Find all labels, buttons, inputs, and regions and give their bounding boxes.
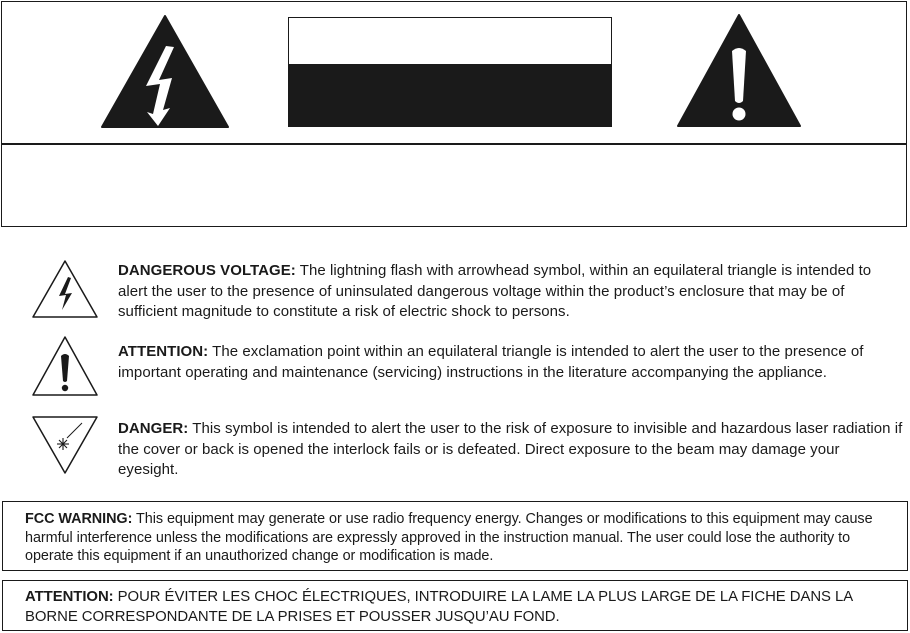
symbol-description: The exclamation point within an equilateral triangle is intended to alert the user to the presence of important operating and maintenance (servicing) instructions in the literature accompanying the appliance. <box>118 343 864 381</box>
symbol-description: This symbol is intended to alert the user to the risk of exposure to invisible and hazardous laser radiation if the cover or back is opened the interlock fails or is defeated. Direct exposure to the beam may damage your eyesight. <box>118 420 903 478</box>
symbol-title: ATTENTION: <box>118 343 209 360</box>
attention-french-text: POUR ÉVITER LES CHOC ÉLECTRIQUES, INTRODUIRE LA LAME LA PLUS LARGE DE LA FICHE DANS LA BORNE CORRESPONDANTE DE LA PRISES ET POUSSER JUSQU’AU FOND. <box>25 589 853 625</box>
attention-french-box <box>2 580 908 631</box>
caution-panel-divider <box>1 143 907 145</box>
symbol-entry-dangerous-voltage <box>118 261 903 323</box>
lightning-bolt-triangle-icon <box>100 14 230 129</box>
exclamation-triangle-icon <box>30 334 100 398</box>
fcc-warning-box <box>2 501 908 571</box>
attention-french-title: ATTENTION: <box>25 589 114 605</box>
symbol-description: The lightning flash with arrowhead symbol, within an equilateral triangle is intended to alert the user to the presence of uninsulated dangerous voltage within the product’s enclosure that may be of sufficient magnitude to constitute a risk of electric shock to persons. <box>118 262 872 320</box>
exclamation-triangle-icon <box>676 13 802 128</box>
laser-radiation-triangle-icon <box>30 413 100 477</box>
fcc-warning-title: FCC WARNING: <box>25 511 133 527</box>
fcc-warning-text: This equipment may generate or use radio frequency energy. Changes or modifications to this equipment may cause harmful interference unless the modifications are expressly approved in the instruction manual. The user could lose the authority to operate this equipment if an unauthorized change or modification is made. <box>25 511 873 564</box>
symbol-title: DANGEROUS VOLTAGE: <box>118 262 296 279</box>
symbol-entry-attention <box>118 342 903 383</box>
symbol-entry-laser-danger <box>118 419 903 481</box>
caution-label-block <box>288 17 612 127</box>
caution-label-band <box>289 64 611 126</box>
symbol-title: DANGER: <box>118 420 189 437</box>
lightning-bolt-triangle-icon <box>30 258 100 320</box>
